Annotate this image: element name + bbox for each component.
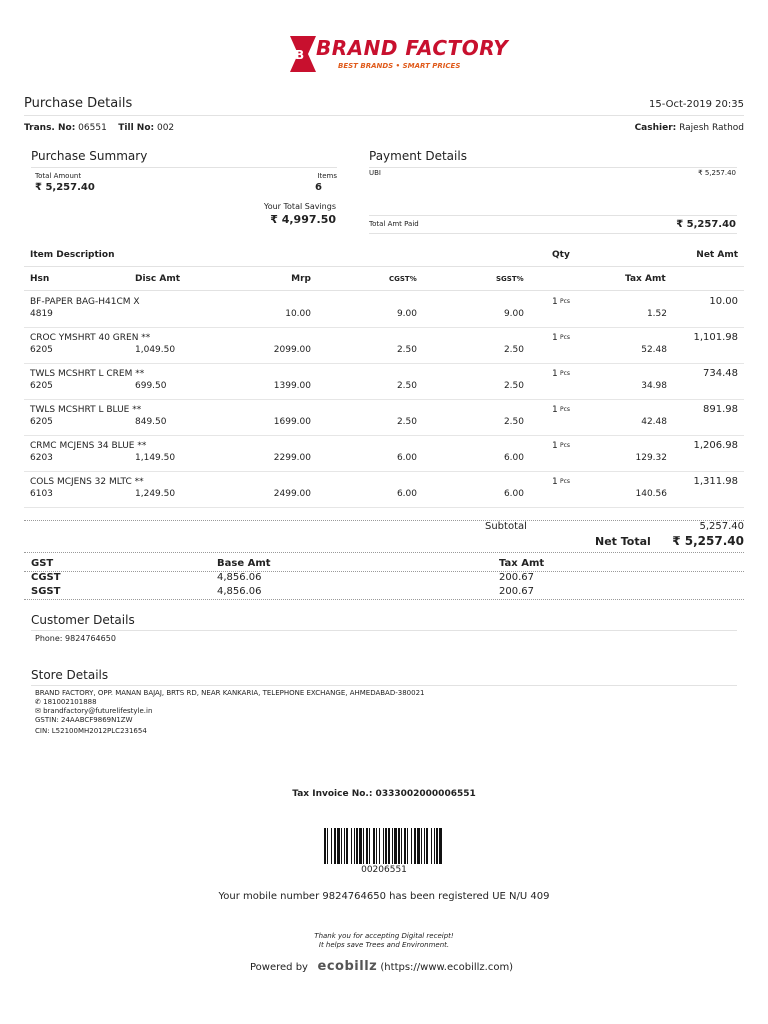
gst-row-tax: 200.67	[499, 586, 534, 597]
total-paid-label: Total Amt Paid	[369, 220, 419, 228]
gst-row-base: 4,856.06	[217, 586, 262, 597]
cashier-info	[635, 123, 744, 133]
item-qty: 1	[552, 297, 558, 307]
cashier-name: Rajesh Rathod	[679, 123, 744, 133]
item-mrp: 2499.00	[273, 489, 311, 499]
item-sgst: 9.00	[503, 309, 524, 319]
divider	[369, 167, 737, 168]
item-description: CRMC MCJENS 34 BLUE **	[30, 441, 147, 451]
till-label: Till No:	[118, 123, 155, 133]
gst-row-base: 4,856.06	[217, 572, 262, 583]
item-hsn: 6203	[30, 453, 53, 463]
purchase-datetime: 15-Oct-2019 20:35	[649, 99, 744, 110]
item-row	[24, 435, 744, 472]
item-tax-amt: 42.48	[641, 417, 667, 427]
payment-method: UBI	[369, 169, 381, 177]
till-no: 002	[156, 123, 175, 133]
item-unit: Pcs	[560, 406, 571, 413]
item-net-amt: 1,206.98	[693, 440, 738, 451]
envelope-icon: ✉	[35, 707, 41, 715]
items-count: 6	[315, 182, 322, 193]
item-sgst: 2.50	[503, 417, 524, 427]
item-row	[24, 291, 744, 328]
item-tax-amt: 140.56	[635, 489, 667, 499]
powered-by	[250, 959, 513, 974]
item-disc-amt: 849.50	[135, 417, 167, 427]
item-net-amt: 1,311.98	[693, 476, 738, 487]
subtotal-value: 5,257.40	[699, 521, 744, 532]
gst-row-name: CGST	[31, 572, 61, 583]
col-net-amt: Net Amt	[696, 250, 738, 260]
divider	[24, 115, 744, 116]
item-qty: 1	[552, 405, 558, 415]
item-disc-amt: 699.50	[135, 381, 167, 391]
item-description: TWLS MCSHRT L BLUE **	[30, 405, 142, 415]
gst-col-tax: Tax Amt	[499, 558, 545, 569]
trans-no: 06551	[78, 123, 107, 133]
item-disc-amt: 1,149.50	[135, 453, 176, 463]
divider	[369, 233, 737, 234]
cashier-label: Cashier:	[634, 123, 677, 133]
net-total-label: Net Total	[595, 535, 651, 548]
item-mrp: 10.00	[285, 309, 311, 319]
customer-phone: Phone: 9824764650	[35, 634, 116, 643]
divider	[24, 552, 744, 553]
store-email[interactable]: brandfactory@futurelifestyle.in	[43, 707, 153, 715]
store-details-title: Store Details	[31, 668, 109, 682]
item-tax-amt: 129.32	[635, 453, 667, 463]
ecobillz-link[interactable]: (https://www.ecobillz.com)	[380, 962, 514, 973]
item-description: TWLS MCSHRT L CREM **	[30, 369, 145, 379]
page-title: Purchase Details	[24, 96, 133, 111]
registration-message: Your mobile number 9824764650 has been registered UE N/U 409	[218, 891, 550, 902]
item-description: COLS MCJENS 32 MLTC **	[30, 477, 144, 487]
divider	[24, 266, 744, 267]
item-unit: Pcs	[560, 478, 571, 485]
thanks-line-2: It helps save Trees and Environment.	[318, 941, 450, 949]
col-cgst: CGST%	[389, 275, 417, 283]
store-phone: 181002101888	[43, 698, 97, 706]
item-hsn: 6205	[30, 417, 53, 427]
item-tax-amt: 34.98	[641, 381, 667, 391]
item-qty: 1	[552, 477, 558, 487]
divider	[24, 599, 744, 600]
divider	[31, 167, 337, 168]
item-qty: 1	[552, 369, 558, 379]
item-hsn: 6205	[30, 345, 53, 355]
total-paid-value: ₹ 5,257.40	[676, 219, 736, 230]
store-gstin: GSTIN: 24AABCF9869N1ZW	[35, 716, 133, 724]
barcode-text: 00206551	[361, 865, 407, 875]
tax-invoice-number: Tax Invoice No.: 0333002000006551	[292, 789, 476, 799]
item-row	[24, 399, 744, 436]
total-amount-label: Total Amount	[35, 172, 82, 180]
item-tax-amt: 52.48	[641, 345, 667, 355]
item-disc-amt: 1,249.50	[135, 489, 176, 499]
item-qty: 1	[552, 441, 558, 451]
item-row	[24, 363, 744, 400]
item-cgst: 6.00	[396, 489, 417, 499]
col-hsn: Hsn	[30, 274, 50, 284]
col-qty: Qty	[552, 250, 570, 260]
col-sgst: SGST%	[496, 275, 524, 283]
divider	[31, 630, 737, 631]
store-phone-line	[35, 698, 97, 706]
item-cgst: 2.50	[396, 345, 417, 355]
gst-row-tax: 200.67	[499, 572, 534, 583]
brand-name: BRAND FACTORY	[316, 36, 509, 60]
gst-row-name: SGST	[31, 586, 61, 597]
item-hsn: 6205	[30, 381, 53, 391]
item-unit: Pcs	[560, 370, 571, 377]
customer-details-title: Customer Details	[31, 613, 135, 627]
total-amount-value: ₹ 5,257.40	[35, 182, 95, 193]
gst-col-gst: GST	[31, 558, 54, 569]
svg-text:B: B	[295, 48, 305, 62]
divider	[24, 571, 744, 572]
item-row	[24, 327, 744, 364]
item-hsn: 6103	[30, 489, 53, 499]
item-net-amt: 734.48	[703, 368, 738, 379]
col-tax-amt: Tax Amt	[625, 274, 666, 284]
purchase-summary-title: Purchase Summary	[31, 149, 148, 163]
brand-logo	[286, 32, 509, 80]
thanks-line-1: Thank you for accepting Digital receipt!	[314, 932, 454, 940]
item-row	[24, 471, 744, 508]
net-total-value: ₹ 5,257.40	[672, 534, 744, 548]
item-hsn: 4819	[30, 309, 53, 319]
payment-details-title: Payment Details	[369, 149, 467, 163]
store-email-line	[35, 707, 152, 715]
item-unit: Pcs	[560, 442, 571, 449]
col-item-description: Item Description	[30, 250, 115, 260]
item-sgst: 6.00	[503, 489, 524, 499]
item-net-amt: 891.98	[703, 404, 738, 415]
item-cgst: 2.50	[396, 381, 417, 391]
item-sgst: 6.00	[503, 453, 524, 463]
store-cin: CIN: L52100MH2012PLC231654	[35, 727, 147, 735]
item-unit: Pcs	[560, 298, 571, 305]
brand-tagline: BEST BRANDS • SMART PRICES	[338, 62, 461, 70]
store-address: BRAND FACTORY, OPP. MANAN BAJAJ, BRTS RD, NEAR KANKARIA, TELEPHONE EXCHANGE, AHMEDABAD-380021	[35, 689, 425, 697]
item-mrp: 1699.00	[273, 417, 311, 427]
item-mrp: 1399.00	[273, 381, 311, 391]
item-cgst: 6.00	[396, 453, 417, 463]
item-cgst: 9.00	[396, 309, 417, 319]
item-description: CROC YMSHRT 40 GREN **	[30, 333, 151, 343]
item-description: BF-PAPER BAG-H41CM X	[30, 297, 140, 307]
savings-value: ₹ 4,997.50	[270, 213, 336, 226]
gst-col-base: Base Amt	[217, 558, 271, 569]
col-mrp: Mrp	[291, 274, 311, 284]
barcode-image	[322, 828, 442, 864]
item-sgst: 2.50	[503, 381, 524, 391]
ecobillz-logo: ecobillz	[317, 959, 378, 974]
subtotal-label: Subtotal	[485, 521, 527, 532]
powered-by-label: Powered by	[250, 962, 308, 973]
trans-label: Trans. No:	[24, 123, 76, 133]
item-cgst: 2.50	[396, 417, 417, 427]
item-tax-amt: 1.52	[646, 309, 667, 319]
item-disc-amt: 1,049.50	[135, 345, 176, 355]
item-net-amt: 1,101.98	[693, 332, 738, 343]
savings-label: Your Total Savings	[263, 202, 336, 211]
payment-method-amount: ₹ 5,257.40	[698, 169, 736, 177]
item-unit: Pcs	[560, 334, 571, 341]
item-sgst: 2.50	[503, 345, 524, 355]
item-net-amt: 10.00	[709, 296, 738, 307]
item-qty: 1	[552, 333, 558, 343]
col-disc-amt: Disc Amt	[135, 274, 181, 284]
item-mrp: 2099.00	[273, 345, 311, 355]
trans-info	[24, 123, 174, 133]
phone-icon: ✆	[35, 698, 41, 706]
item-mrp: 2299.00	[273, 453, 311, 463]
divider	[369, 215, 737, 216]
items-label: Items	[317, 172, 337, 180]
divider	[31, 685, 737, 686]
